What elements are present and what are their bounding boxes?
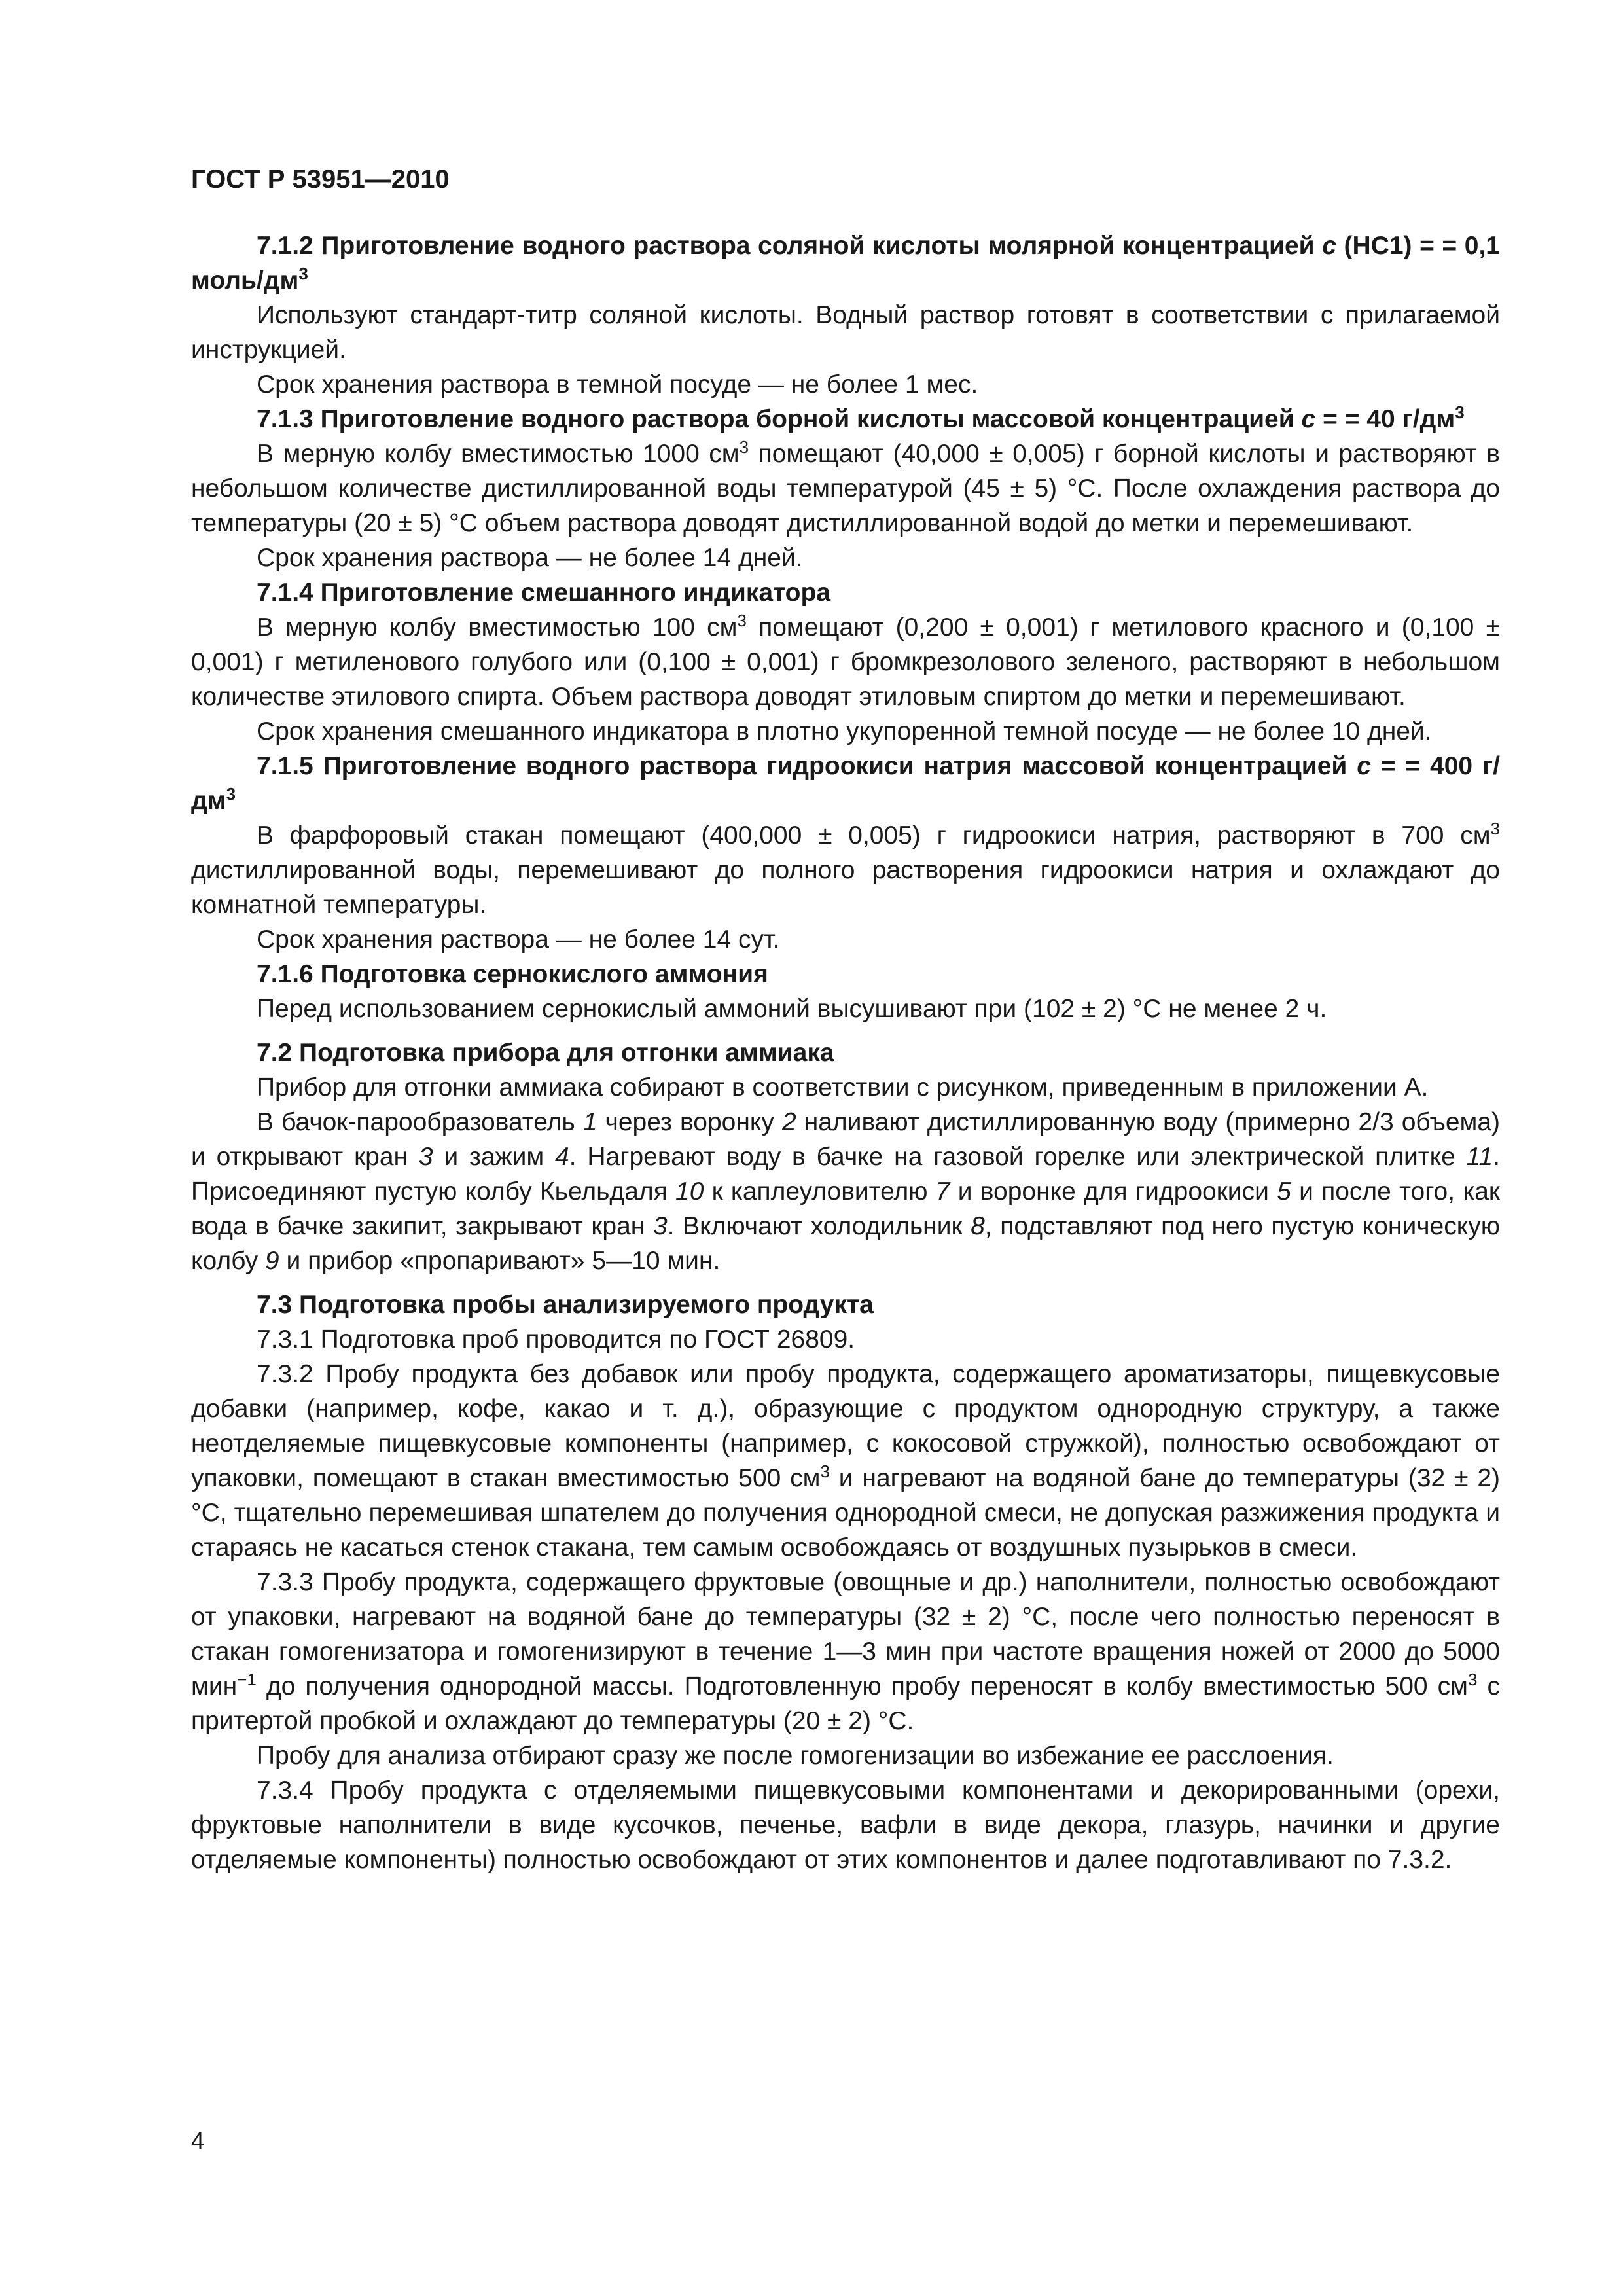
paragraph: Пробу для анализа отбирают сразу же после гомогенизации во избежание ее расслоения.	[257, 1742, 1334, 1770]
paragraph: Срок хранения раствора — не более 14 дней.	[257, 544, 803, 572]
paragraph: Перед использованием сернокислый аммоний высушивают при (102 ± 2) °С не менее 2 ч.	[257, 995, 1327, 1023]
paragraph: В мерную колбу вместимостью 1000 $см^3$ помещают (40,000 ± 0,005) г борной кислоты и растворяют в небольшом количестве дистиллированной воды температурой (45 ± 5) °С. После охлаждения раствора до температуры (20 ± 5) °С объем раствора доводят дистиллированной водой до метки и перемешивают.	[191, 437, 1500, 537]
paragraph: В мерную колбу вместимостью 100 $см^3$ помещают (0,200 ± 0,001) г метилового красного и (0,100 ± 0,001) г метиленового голубого или (0,100 ± 0,001) г бромкрезолового зеленого, растворяют в небольшом количестве этилового спирта. Объем раствора доводят этиловым спиртом до метки и перемешивают.	[191, 611, 1500, 711]
paragraph: Прибор для отгонки аммиака собирают в соответствии с рисунком, приведенным в приложении А.	[257, 1073, 1429, 1102]
document-page	[191, 162, 1500, 1877]
paragraph: Срок хранения раствора в темной посуде — не более 1 мес.	[257, 370, 978, 399]
paragraph: 7.3.4 Пробу продукта с отделяемыми пищевкусовыми компонентами и декорированными (орехи, фруктовые наполнители в виде кусочков, печенье, вафли в виде декора, глазурь, начинки и другие отделяемые компоненты) полностью освобождают от этих компонентов и далее подготавливают по 7.3.2.	[191, 1776, 1500, 1874]
document-header: ГОСТ Р 53951—2010	[191, 165, 450, 194]
subsection-heading: 7.3 Подготовка пробы анализируемого продукта	[257, 1291, 874, 1319]
paragraph: В фарфоровый стакан помещают (400,000 ± 0,005) г гидроокиси натрия, растворяют в 700 $см^3$ дистиллированной воды, перемешивают до полного растворения гидроокиси натрия и охлаждают до комнатной температуры.	[191, 819, 1500, 919]
section-heading: 7.1.2 Приготовление водного раствора соляной кислоты молярной концентрацией c (HC1) = = 0,1 моль/$дм^3$	[191, 232, 1500, 295]
paragraph: Срок хранения раствора — не более 14 сут.	[257, 925, 780, 954]
subsection-heading: 7.2 Подготовка прибора для отгонки аммиака	[257, 1039, 834, 1067]
section-heading: 7.1.6 Подготовка сернокислого аммония	[257, 960, 768, 988]
document-body	[191, 228, 1500, 1877]
page-number: 4	[191, 2127, 205, 2154]
paragraph: Используют стандарт-титр соляной кислоты. Водный раствор готовят в соответствии с прилагаемой инструкцией.	[191, 301, 1500, 364]
section-heading: 7.1.3 Приготовление водного раствора борной кислоты массовой концентрацией c = = 40 $г/дм^3$	[257, 403, 1465, 433]
paragraph: В бачок-парообразователь 1 через воронку 2 наливают дистиллированную воду (примерно 2/3 объема) и открывают кран 3 и зажим 4. Нагревают воду в бачке на газовой горелке или электрической плитке 11. Присоединяют пустую колбу Кьельдаля 10 к каплеуловителю 7 и воронке для гидроокиси 5 и после того, как вода в бачке закипит, закрывают кран 3. Включают холодильник 8, подставляют под него пустую коническую колбу 9 и прибор «пропаривают» 5—10 мин.	[191, 1108, 1500, 1275]
paragraph: Срок хранения смешанного индикатора в плотно укупоренной темной посуде — не более 10 дней.	[257, 717, 1432, 745]
paragraph: 7.3.3 Пробу продукта, содержащего фруктовые (овощные и др.) наполнители, полностью освобождают от упаковки, нагревают на водяной бане до температуры (32 ± 2) °С, после чего полностью переносят в стакан гомогенизатора и гомогенизируют в течение 1—3 мин при частоте вращения ножей от 2000 до 5000 мин$^{-1}$ до получения однородной массы. Подготовленную пробу переносят в колбу вместимостью 500 $см^3$ с притертой пробкой и охлаждают до температуры (20 ± 2) °С.	[191, 1568, 1500, 1735]
section-heading: 7.1.5 Приготовление водного раствора гидроокиси натрия массовой концентрацией c = = 400 $г/дм^3$	[191, 752, 1500, 815]
paragraph: 7.3.1 Подготовка проб проводится по ГОСТ 26809.	[257, 1325, 855, 1354]
section-heading: 7.1.4 Приготовление смешанного индикатора	[257, 579, 831, 607]
paragraph: 7.3.2 Пробу продукта без добавок или пробу продукта, содержащего ароматизаторы, пищевкусовые добавки (например, кофе, какао и т. д.), образующие с продуктом однородную структуру, а также неотделяемые пищевкусовые компоненты (например, с кокосовой стружкой), полностью освобождают от упаковки, помещают в стакан вместимостью 500 $см^3$ и нагревают на водяной бане до температуры (32 ± 2) °С, тщательно перемешивая шпателем до получения однородной смеси, не допуская разжижения продукта и стараясь не касаться стенок стакана, тем самым освобождаясь от воздушных пузырьков в смеси.	[191, 1360, 1501, 1562]
